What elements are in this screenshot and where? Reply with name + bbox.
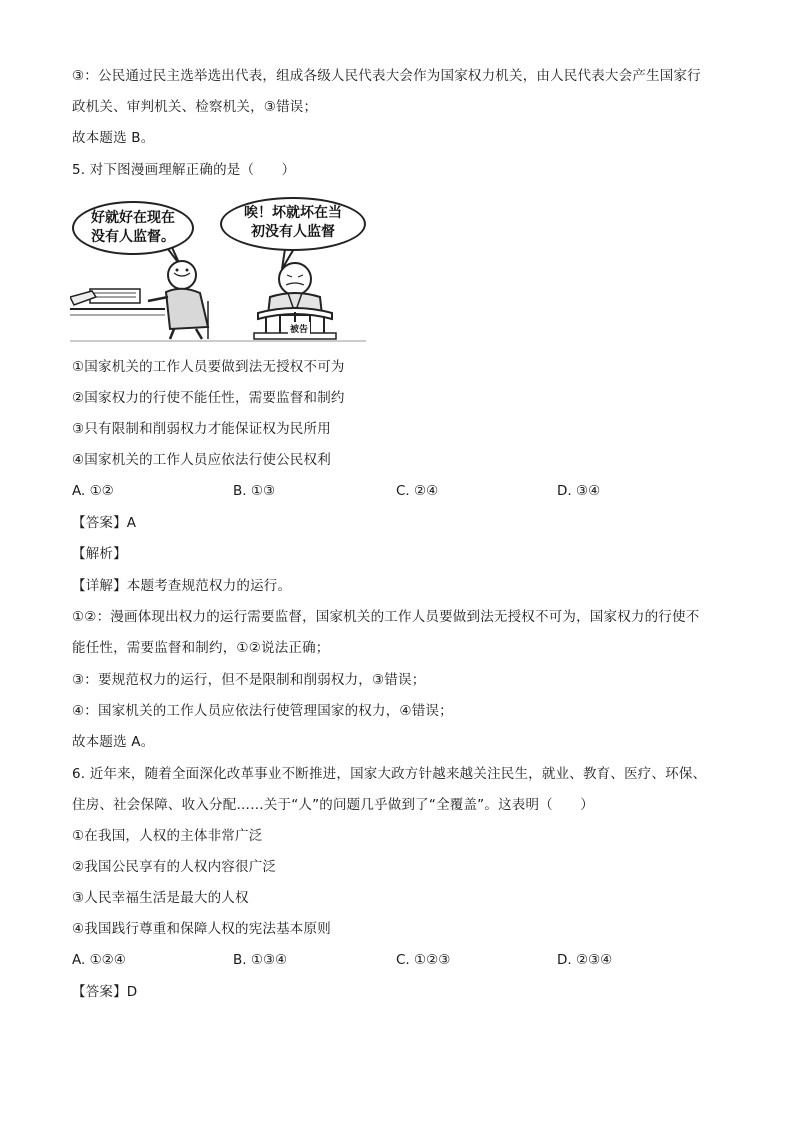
q5-detail-3: 能任性，需要监督和制约，①②说法正确； xyxy=(72,640,330,656)
cartoon-image xyxy=(70,197,366,342)
q6-option-c: C. ①②③ xyxy=(396,952,451,968)
line-l1: ③：公民通过民主选举选出代表，组成各级人民代表大会作为国家权力机关，由人民代表大会产生国家行 xyxy=(72,68,701,84)
q5-answer: 【答案】A xyxy=(72,515,137,531)
q5-analysis-heading: 【解析】 xyxy=(72,546,127,562)
q6-option-b: B. ①③④ xyxy=(233,952,288,968)
q5-option-c: C. ②④ xyxy=(396,483,439,499)
q5-statement-1: ①国家机关的工作人员要做到法无授权不可为 xyxy=(72,359,345,375)
speech-bubble-right xyxy=(220,197,366,251)
bubble-left-line-2: 没有人监督。 xyxy=(91,229,175,245)
q6-option-a: A. ①②④ xyxy=(72,952,126,968)
q5-detail-4: ③：要规范权力的运行，但不是限制和削弱权力，③错误； xyxy=(72,672,426,688)
q5-detail-5: ④：国家机关的工作人员应依法行使管理国家的权力，④错误； xyxy=(72,703,453,719)
question-6-stem-1: 6. 近年来，随着全面深化改革事业不断推进，国家大政方针越来越关注民生，就业、教育、医疗、环保、 xyxy=(72,766,707,782)
q6-statement-1: ①在我国，人权的主体非常广泛 xyxy=(72,828,263,844)
question-5-stem: 5. 对下图漫画理解正确的是（ ） xyxy=(72,162,296,178)
q6-statement-3: ③人民幸福生活是最大的人权 xyxy=(72,890,249,906)
bubble-right-line-2: 初没有人监督 xyxy=(251,224,335,240)
q5-statement-4: ④国家机关的工作人员应依法行使公民权利 xyxy=(72,452,331,468)
bubble-right-line-1: 唉！坏就坏在当 xyxy=(244,205,342,221)
line-l3: 故本题选 B。 xyxy=(72,130,155,146)
q5-detail-1: 【详解】本题考查规范权力的运行。 xyxy=(72,578,292,594)
q6-statement-4: ④我国践行尊重和保障人权的宪法基本原则 xyxy=(72,921,331,937)
speech-bubble-left xyxy=(72,201,194,255)
q5-option-b: B. ①③ xyxy=(233,483,276,499)
line-l2: 政机关、审判机关、检察机关，③错误； xyxy=(72,99,318,115)
q5-option-d: D. ③④ xyxy=(557,483,601,499)
q6-answer: 【答案】D xyxy=(72,984,138,1000)
q5-statement-3: ③只有限制和削弱权力才能保证权为民所用 xyxy=(72,421,331,437)
q6-option-d: D. ②③④ xyxy=(557,952,613,968)
q5-conclusion: 故本题选 A。 xyxy=(72,734,155,750)
podium-label: 被告 xyxy=(288,322,310,335)
q5-statement-2: ②国家权力的行使不能任性，需要监督和制约 xyxy=(72,390,345,406)
q5-detail-2: ①②：漫画体现出权力的运行需要监督，国家机关的工作人员要做到法无授权不可为，国家权力的行使不 xyxy=(72,609,700,625)
q5-option-a: A. ①② xyxy=(72,483,114,499)
bubble-left-line-1: 好就好在现在 xyxy=(91,210,175,226)
q6-statement-2: ②我国公民享有的人权内容很广泛 xyxy=(72,859,277,875)
question-6-stem-2: 住房、社会保障、收入分配……关于“人”的问题几乎做到了“全覆盖”。这表明（ ） xyxy=(72,797,594,813)
